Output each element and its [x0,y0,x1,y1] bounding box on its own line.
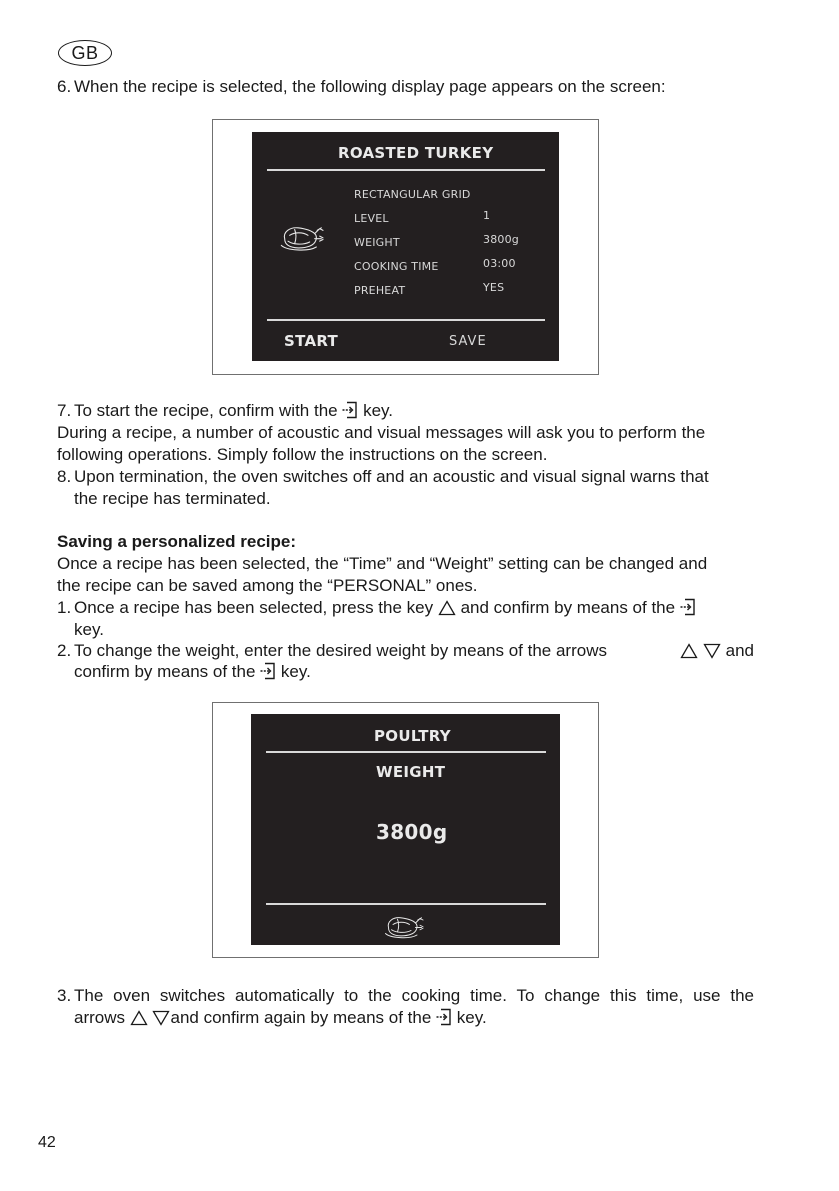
up-arrow-icon [680,643,698,659]
saving-line-2: the recipe can be saved among the “PERSONAL” ones. [57,576,478,595]
sub-2-line-2-b: key. [280,662,311,681]
row-label-weight: WEIGHT [354,236,400,249]
sub-1-line-2: key. [74,620,104,639]
sub-2-line-2-a: confirm by means of the [74,662,256,681]
row-label-grid: RECTANGULAR GRID [354,188,471,201]
save-button[interactable]: SAVE [449,334,487,349]
row-value-preheat: YES [483,281,505,294]
display-category-title: POULTRY [374,727,451,745]
step-8-number: 8. [57,467,72,486]
display-frame-weight [212,702,599,958]
enter-key-icon [680,598,696,616]
row-value-level: 1 [483,209,491,222]
display-frame-recipe [212,119,599,375]
row-label-preheat: PREHEAT [354,284,406,297]
saving-line-1: Once a recipe has been selected, the “Time” and “Weight” setting can be changed and [57,554,708,573]
sub-3-line-2-b: and confirm again by means of the [170,1008,432,1027]
step-7-text-a: To start the recipe, confirm with the [74,401,338,420]
up-arrow-icon [438,600,456,616]
sub-2-number: 2. [57,641,72,660]
up-arrow-icon [130,1010,148,1026]
start-button[interactable]: START [284,332,339,350]
enter-key-icon [342,401,358,419]
sub-1-text-a: Once a recipe has been selected, press the key [74,598,434,617]
step-7-text-b: key. [363,401,393,420]
oven-display-recipe [252,132,559,361]
oven-display-weight [251,714,560,945]
sub-3-line-2-c: key. [456,1008,487,1027]
step-7-text [74,400,393,422]
during-line-1: During a recipe, a number of acoustic and visual messages will ask you to perform the [57,423,706,442]
sub-3-line-2 [74,1007,487,1029]
enter-key-icon [436,1008,452,1026]
sub-2-text-a: To change the weight, enter the desired weight by means of the arrows [74,641,607,660]
display-divider-bottom [267,319,545,321]
page-number: 42 [38,1134,56,1151]
down-arrow-icon [152,1010,170,1026]
sub-3-number: 3. [57,986,72,1005]
sub-1-text-b: and confirm by means of the [460,598,676,617]
during-line-2: following operations. Simply follow the instructions on the screen. [57,445,548,464]
display-divider-top [266,751,546,753]
step-6-text: When the recipe is selected, the following display page appears on the screen: [74,77,666,96]
language-badge: GB [58,40,112,66]
sub-3-line-2-a: arrows [74,1008,126,1027]
sub-2-arrows-and [680,640,754,662]
display-divider-bottom [266,903,546,905]
step-7-number: 7. [57,401,72,420]
display-title: ROASTED TURKEY [338,144,494,162]
sub-2-line-1 [74,640,754,662]
roast-turkey-icon [382,911,428,941]
row-value-cooking-time: 03:00 [483,257,516,270]
sub-1-number: 1. [57,598,72,617]
row-label-cooking-time: COOKING TIME [354,260,439,273]
step-6-number: 6. [57,77,72,96]
saving-heading: Saving a personalized recipe: [57,532,297,551]
sub-1-line-1 [74,597,696,619]
sub-3-line-1 [74,985,754,1007]
sub-2-line-2 [74,661,311,683]
sub-2-text-b: and [725,641,754,660]
display-weight-label: WEIGHT [376,763,446,781]
step-8-line-1: Upon termination, the oven switches off and an acoustic and visual signal warns that [74,467,709,486]
down-arrow-icon [703,643,721,659]
roast-turkey-icon [278,220,328,254]
enter-key-icon [260,662,276,680]
sub-3-line-1-text: The oven switches automatically to the cooking time. To change this time, use the [74,986,754,1005]
step-8-line-2: the recipe has terminated. [74,489,271,508]
row-label-level: LEVEL [354,212,389,225]
display-weight-value: 3800g [376,820,448,844]
row-value-weight: 3800g [483,233,519,246]
display-divider-top [267,169,545,171]
